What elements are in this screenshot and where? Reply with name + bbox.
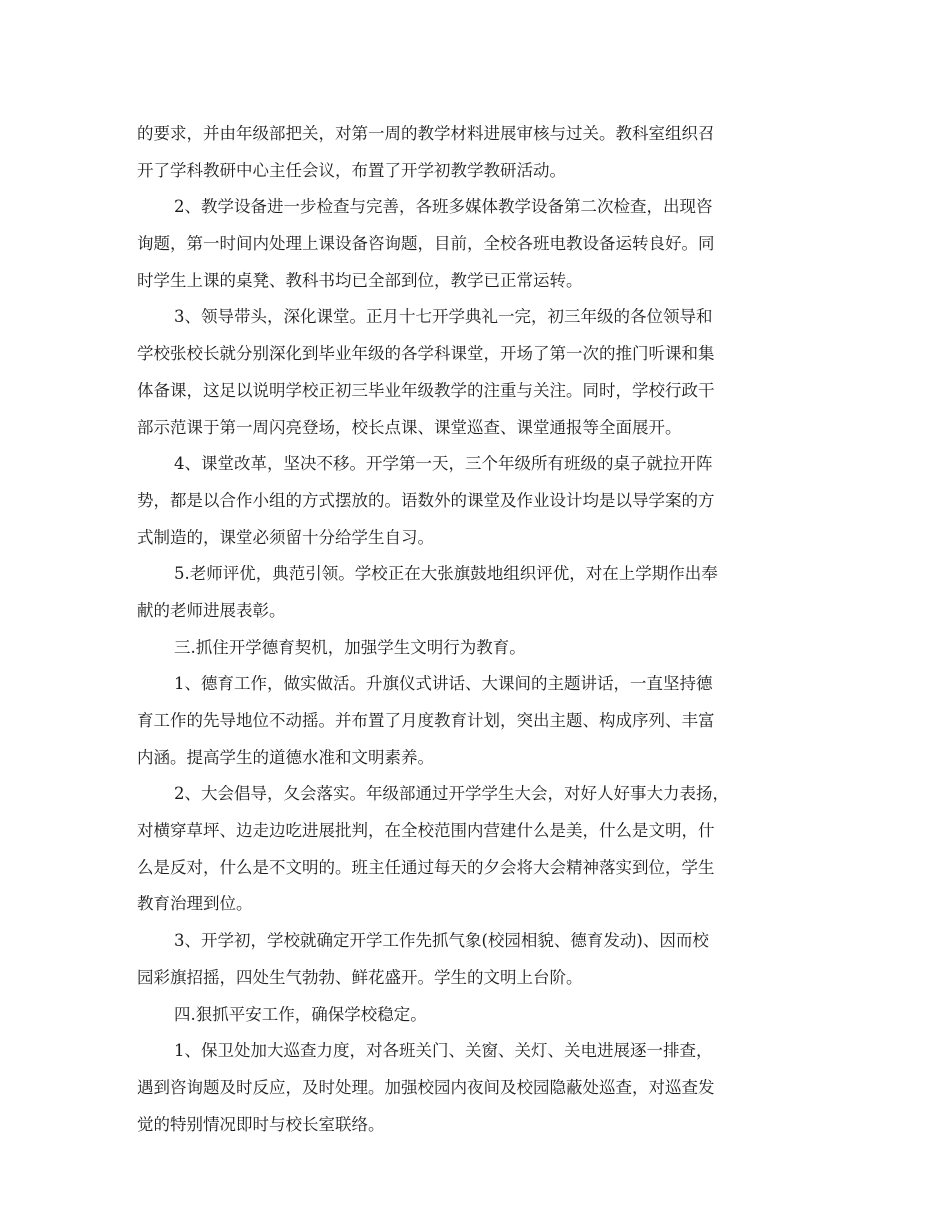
- text-line: 学校张校长就分别深化到毕业年级的各学科课堂，开场了第一次的推门听课和集: [137, 344, 715, 364]
- text-line: 式制造的，课堂必须留十分给学生自习。: [137, 527, 434, 547]
- text-line: 开了学科教研中心主任会议，布置了开学初教学教研活动。: [137, 160, 566, 180]
- section-heading: 三.抓住开学德育契机，加强学生文明行为教育。: [174, 637, 526, 657]
- text-line: 部示范课于第一周闪亮登场，校长点课、课堂巡查、课堂通报等全面展开。: [137, 417, 682, 437]
- text-line: 的要求，并由年级部把关，对第一周的教学材料进展审核与过关。教科室组织召: [137, 124, 715, 143]
- section-heading: 四.狠抓平安工作，确保学校稳定。: [174, 1004, 427, 1024]
- text-line: 时学生上课的桌凳、教科书均已全部到位，教学已正常运转。: [137, 270, 583, 290]
- text-line: 势，都是以合作小组的方式摆放的。语数外的课堂及作业设计均是以导学案的方: [137, 490, 715, 510]
- document-body: [137, 116, 817, 1143]
- paragraph-start: 3、开学初，学校就确定开学工作先抓气象(校园相貌、德育发动)、因而校: [174, 931, 709, 951]
- paragraph-start: 2、教学设备进一步检查与完善，各班多媒体教学设备第二次检查，出现咨: [174, 197, 713, 217]
- paragraph-start: 3、领导带头，深化课堂。正月十七开学典礼一完，初三年级的各位领导和: [174, 307, 713, 327]
- text-line: 内涵。提高学生的道德水准和文明素养。: [137, 747, 434, 767]
- text-line: 觉的特别情况即时与校长室联络。: [137, 1114, 385, 1134]
- paragraph-start: 1、保卫处加大巡查力度，对各班关门、关窗、关灯、关电进展逐一排查，: [174, 1041, 713, 1061]
- text-line: 询题，第一时间内处理上课设备咨询题，目前，全校各班电教设备运转良好。同: [137, 234, 715, 254]
- text-line: 育工作的先导地位不动摇。并布置了月度教育计划，突出主题、构成序列、丰富: [137, 711, 715, 730]
- text-line: 遇到咨询题及时反应，及时处理。加强校园内夜间及校园隐蔽处巡查，对巡查发: [137, 1077, 715, 1097]
- paragraph-start: 5.老师评优，典范引领。学校正在大张旗鼓地组织评优，对在上学期作出奉: [174, 564, 718, 584]
- paragraph-start: 1、德育工作，做实做活。升旗仪式讲话、大课间的主题讲话，一直坚持德: [174, 674, 713, 694]
- text-line: 对横穿草坪、边走边吃进展批判，在全校范围内营建什么是美，什么是文明，什: [137, 821, 715, 841]
- text-line: 体备课，这足以说明学校正初三毕业年级教学的注重与关注。同时，学校行政干: [137, 380, 715, 400]
- text-line: 献的老师进展表彰。: [137, 600, 286, 620]
- paragraph-start: 2、大会倡导，夂会落实。年级部通过开学学生大会，对好人好事大力表扬，: [174, 784, 729, 804]
- text-line: 园彩旗招摇，四处生气勃勃、鲜花盛开。学生的文明上台阶。: [137, 967, 583, 987]
- paragraph-start: 4、课堂改革，坚决不移。开学第一天，三个年级所有班级的桌子就拉开阵: [174, 454, 713, 474]
- text-line: 么是反对，什么是不文明的。班主任通过每天的夕会将大会精神落实到位，学生: [137, 857, 715, 877]
- text-line: 教育治理到位。: [137, 894, 253, 914]
